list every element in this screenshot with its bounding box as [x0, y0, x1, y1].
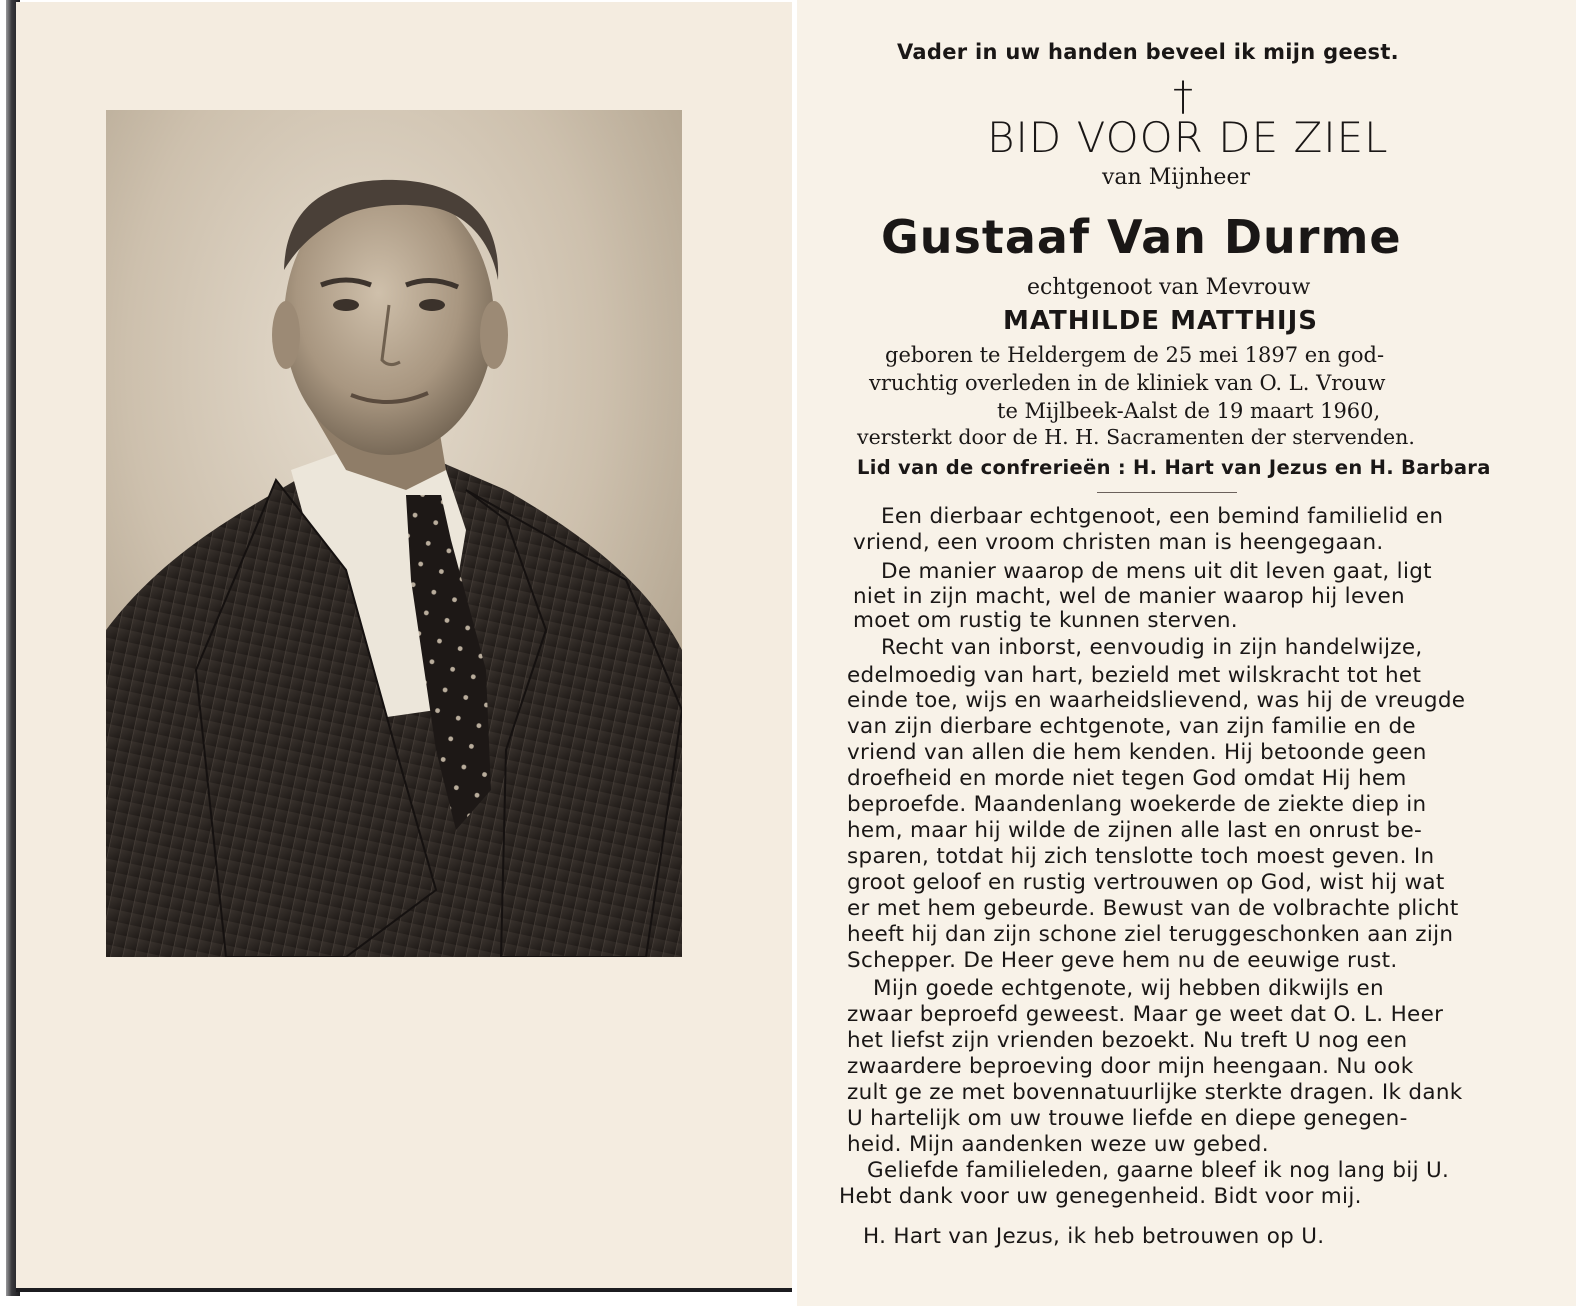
bio-line: vruchtig overleden in de kliniek van O. L. Vrouw — [869, 371, 1386, 395]
divider — [1097, 492, 1237, 493]
epigraph: Vader in uw handen beveel ik mijn geest. — [897, 40, 1399, 64]
body-line: zwaar beproefd geweest. Maar ge weet dat O. L. Heer — [847, 1002, 1444, 1027]
body-line: zwaardere beproeving door mijn heengaan. Nu ook — [847, 1054, 1414, 1079]
body-line: hem, maar hij wilde de zijnen alle last en onrust be- — [847, 818, 1423, 843]
body-line: edelmoedig van hart, bezield met wilskracht tot het — [847, 663, 1422, 688]
bio-line: te Mijlbeek-Aalst de 19 maart 1960, — [997, 399, 1381, 423]
body-line: Geliefde familieleden, gaarne bleef ik nog lang bij U. — [867, 1158, 1450, 1183]
body-line: Een dierbaar echtgenoot, een bemind familielid en — [881, 504, 1444, 529]
body-line: einde toe, wijs en waarheidslievend, was hij de vreugde — [847, 688, 1466, 713]
body-line: beproefde. Maandenlang woekerde de ziekte diep in — [847, 792, 1427, 817]
body-line: vriend, een vroom christen man is heengegaan. — [853, 530, 1384, 555]
body-line: moet om rustig te kunnen sterven. — [853, 608, 1238, 633]
spouse-name: MATHILDE MATTHIJS — [1003, 306, 1318, 336]
latin-cross-icon: † — [1173, 74, 1194, 120]
body-line: van zijn dierbare echtgenote, van zijn familie en de — [847, 714, 1416, 739]
body-line: groot geloof en rustig vertrouwen op God, wist hij wat — [847, 870, 1445, 895]
body-line: niet in zijn macht, wel de manier waarop hij leven — [853, 584, 1405, 609]
body-line: Recht van inborst, eenvoudig in zijn handelwijze, — [881, 635, 1423, 660]
body-line: droefheid en morde niet tegen God omdat Hij hem — [847, 766, 1407, 791]
text-card — [797, 0, 1576, 1306]
body-line: Hebt dank voor uw genegenheid. Bidt voor mij. — [839, 1184, 1362, 1209]
body-line: Schepper. De Heer geve hem nu de eeuwige rust. — [847, 948, 1398, 973]
spouse-intro: echtgenoot van Mevrouw — [1027, 275, 1311, 300]
body-line: U hartelijk om uw trouwe liefde en diepe genegen- — [847, 1106, 1408, 1131]
bio-line: geboren te Heldergem de 25 mei 1897 en god- — [885, 343, 1385, 367]
confraternity: Lid van de confrerieën : H. Hart van Jezus en H. Barbara — [857, 456, 1491, 479]
portrait-photo — [106, 110, 682, 957]
body-line: er met hem gebeurde. Bewust van de volbrachte plicht — [847, 896, 1459, 921]
body-line: heeft hij dan zijn schone ziel teruggeschonken aan zijn — [847, 922, 1454, 947]
deceased-name: Gustaaf Van Durme — [881, 210, 1402, 264]
body-line: zult ge ze met bovennatuurlijke sterkte dragen. Ik dank — [847, 1080, 1463, 1105]
memorial-text — [797, 0, 1576, 1306]
body-line: Mijn goede echtgenote, wij hebben dikwijls en — [873, 976, 1384, 1001]
prayer-title: BID VOOR DE ZIEL — [987, 113, 1389, 162]
body-line: sparen, totdat hij zich tenslotte toch moest geven. In — [847, 844, 1435, 869]
body-line: het liefst zijn vrienden bezoekt. Nu treft U nog een — [847, 1028, 1408, 1053]
body-line: heid. Mijn aandenken weze uw gebed. — [847, 1132, 1269, 1157]
body-line: vriend van allen die hem kenden. Hij betoonde geen — [847, 740, 1427, 765]
title-sub: van Mijnheer — [1102, 165, 1250, 190]
body-line: H. Hart van Jezus, ik heb betrouwen op U. — [863, 1224, 1325, 1249]
portrait-illustration — [106, 110, 682, 957]
bio-line: versterkt door de H. H. Sacramenten der stervenden. — [857, 425, 1415, 449]
body-line: De manier waarop de mens uit dit leven gaat, ligt — [881, 559, 1432, 584]
